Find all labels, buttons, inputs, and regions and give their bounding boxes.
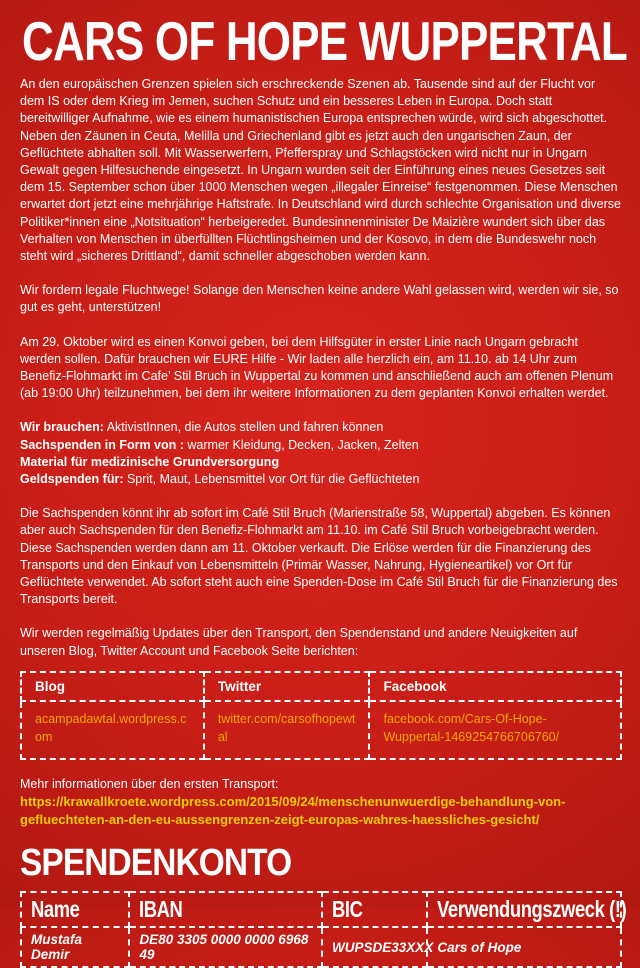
need-label: Sachspenden in Form von : <box>20 437 184 452</box>
social-table-header-twitter: Twitter <box>204 672 370 701</box>
social-table-header-blog: Blog <box>21 672 204 701</box>
blog-link[interactable]: acampadawtal.wordpress.com <box>35 711 187 744</box>
social-table-header-facebook: Facebook <box>369 672 621 701</box>
social-links-table <box>20 671 622 760</box>
bank-table-header-bic: BIC <box>322 892 427 927</box>
list-item <box>20 454 622 471</box>
bank-table-header-verwendungszweck: Verwendungszweck (!) <box>427 892 621 927</box>
account-bic: WUPSDE33XXX <box>322 927 427 967</box>
blog-link-cell <box>21 701 204 759</box>
bank-table-header-row <box>21 892 621 927</box>
facebook-link-cell <box>369 701 621 759</box>
need-label: Material für medizinische Grundversorgung <box>20 454 280 469</box>
bank-table-header-iban: IBAN <box>129 892 322 927</box>
need-label: Wir brauchen: <box>20 420 104 435</box>
bank-table-header-name: Name <box>21 892 129 927</box>
list-item <box>20 437 622 454</box>
twitter-link[interactable]: twitter.com/carsofhopewtal <box>217 711 356 744</box>
account-iban: DE80 3305 0000 0000 6968 49 <box>129 927 322 967</box>
donations-paragraph: Die Sachspenden könnt ihr ab sofort im Café Stil Bruch (Marienstraße 58, Wuppertal) abgeben. Es können aber auch Sachspenden für den Benefiz-Flohmarkt am 11.10. im Café Stil Bruch vorbeigebracht werden. Diese Sachspenden werden dann am 11. Oktober verkauft. Die Erlöse werden für die Finanzierung des Transports und den Einkauf von Lebensmitteln (Primär Wasser, Nahrung, Hygieneartikel) vor Ort für Geflüchtete verwendet. Ab sofort steht auch eine Spenden-Dose im Café Stil Bruch für die Finanzierung des Transports bereit. <box>20 506 618 607</box>
bank-table-data-row <box>21 927 621 967</box>
need-text: Sprit, Maut, Lebensmittel vor Ort für die Geflüchteten <box>123 472 420 487</box>
transport-info <box>20 776 620 828</box>
list-item <box>20 471 622 488</box>
page-title <box>22 10 627 72</box>
page-title-text: CARS OF HOPE WUPPERTAL <box>22 10 627 72</box>
demand-paragraph: Wir fordern legale Fluchtwege! Solange den Menschen keine andere Wahl gelassen wird, werden wir sie, so gut es geht, unterstützen! <box>20 283 619 315</box>
facebook-link[interactable]: facebook.com/Cars-Of-Hope-Wuppertal-1469254766706760/ <box>383 711 560 744</box>
need-text: warmer Kleidung, Decken, Jacken, Zelten <box>183 437 419 452</box>
needs-list <box>20 419 620 488</box>
convoy-paragraph: Am 29. Oktober wird es einen Konvoi geben, bei dem Hilfsgüter in erster Linie nach Ungarn gebracht werden sollen. Dafür brauchen wir EURE Hilfe - Wir laden alle herzlich ein, am 11.10. ab 14 Uhr zum Benefiz-Flohmarkt im Cafe’ Stil Bruch in Wuppertal zu kommen und anschließend auch am offenen Plenum (ab 19:00 Uhr) teilzunehmen, bei dem ihr weitere Informationen zu dem geplanten Konvoi erhalten werdet. <box>20 334 614 401</box>
need-label: Geldspenden für: <box>20 472 124 487</box>
social-table-header-row <box>21 672 621 701</box>
account-holder-name: Mustafa Demir <box>21 927 129 967</box>
list-item <box>20 419 622 436</box>
twitter-link-cell <box>204 701 370 759</box>
social-table-links-row <box>21 701 621 759</box>
transport-report-link[interactable]: https://krawallkroete.wordpress.com/2015/09/24/menschenunwuerdige-behandlung-von-gefluechteten-an-den-eu-aussengrenzen-zeigt-europas-wahres-haessliches-gesicht/ <box>20 794 566 827</box>
need-text: AktivistInnen, die Autos stellen und fahren können <box>103 420 384 435</box>
spendenkonto-heading <box>20 842 620 885</box>
account-verwendungszweck: Cars of Hope <box>427 927 621 967</box>
updates-paragraph: Wir werden regelmäßig Updates über den Transport, den Spendenstand und andere Neuigkeiten auf unseren Blog, Twitter Account und Facebook Seite berichten: <box>20 626 578 658</box>
intro-paragraph-1: An den europäischen Grenzen spielen sich erschreckende Szenen ab. Tausende sind auf der Flucht vor dem IS oder dem Krieg im Jemen, suchen Schutz und ein besseres Leben in Europa. Doch statt bereitwilliger Aufnahme, wie es einem humanistischen Europa entsprechen würde, wird sich abgeschottet. Neben den Zäunen in Ceuta, Melilla und Griechenland gibt es jetzt auch den ungarischen Zaun, der Geflüchtete abhalten soll. Mit Wasserwerfern, Pfefferspray und Schlagstöcken wird nicht nur in Ungarn Gewalt gegen Hilfesuchende eingesetzt. In Ungarn wurden seit der Einführung eines neues Gesetzes seit dem 15. September schon über 1000 Menschen wegen „illegaler Einreise“ festgenommen. Diese Menschen erwartet dort jetzt eine mehrjährige Haftstrafe. In Deutschland wird durch schlechte Organisation und diverse Politiker*innen eine „Notsituation“ herbeigeredet. Bundesinnenminister De Maizière wundert sich über das Verhalten von Menschen in überfüllten Flüchtlingsheimen und der Kosovo, in dem die Bundeswehr noch steht wird „sicheres Drittland“, damit schneller abgeschoben werden kann. <box>20 77 621 264</box>
bank-details-table <box>20 891 627 968</box>
transport-info-label: Mehr informationen über den ersten Transport: <box>20 776 279 791</box>
spendenkonto-heading-text: SPENDENKONTO <box>20 842 292 885</box>
